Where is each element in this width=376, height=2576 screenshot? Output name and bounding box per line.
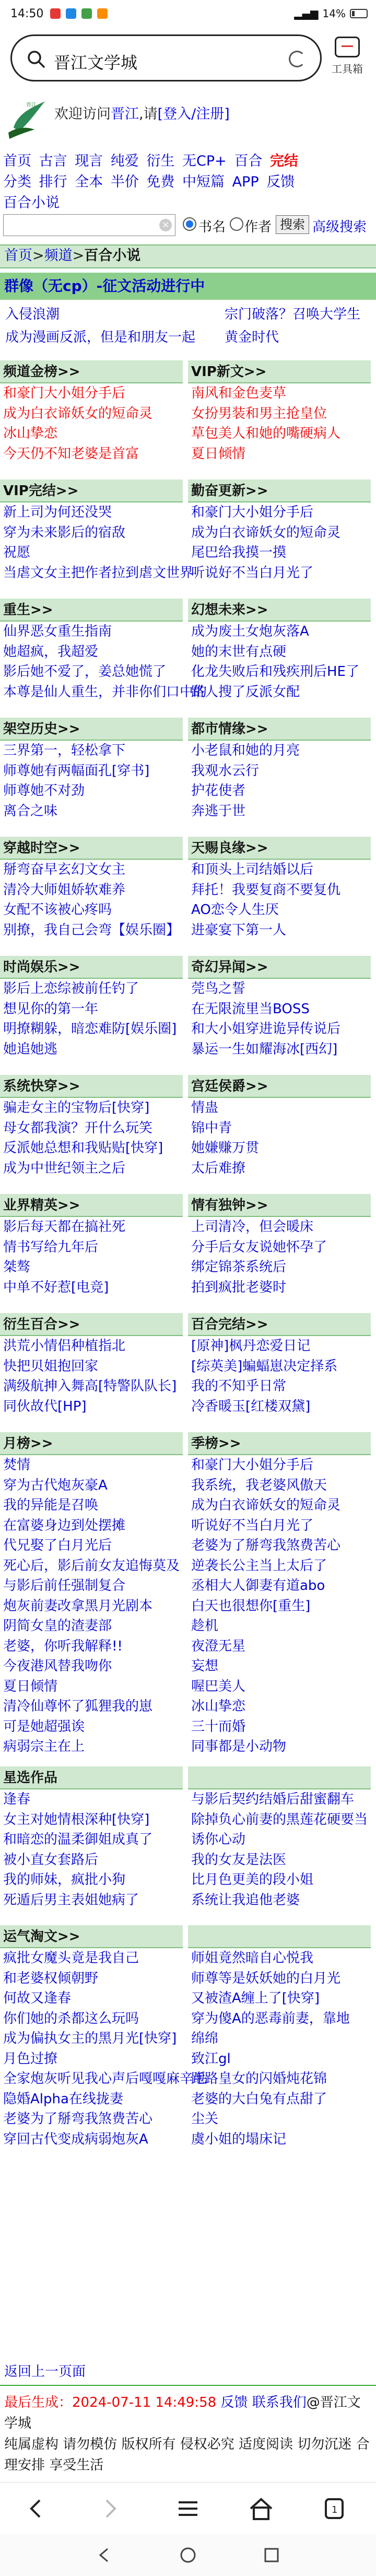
book-section [188,1075,371,1178]
book-section [0,599,207,702]
book-link[interactable]: 夏日倾情 [3,1678,58,1694]
featured-link[interactable]: 成为漫画反派，但是和朋友一起 [5,330,196,345]
book-link[interactable]: 她追她逃 [3,1041,58,1057]
breadcrumb [0,244,376,268]
book-link[interactable]: 锦中青 [191,1120,232,1136]
section-items [0,860,183,940]
book-link[interactable]: 和豪门大小姐分手后 [3,385,126,401]
status-right [294,7,368,20]
battery-text: 14% [322,7,346,20]
book-link[interactable]: 师尊等是妖妖她的白月光 [191,1970,341,1986]
section-items [0,502,194,583]
signal-icon: ▂▄▆ [294,7,319,20]
book-link[interactable]: 洪荒小情侣种植指北 [3,1338,126,1354]
book-link[interactable]: 三界第一，轻松拿下 [3,743,126,758]
book-link[interactable]: 分手后女友说她怀孕了 [191,1239,327,1255]
nav-link[interactable]: 半价 [110,174,139,190]
section-title[interactable]: 季榜>> [188,1432,371,1455]
site-link[interactable]: 晋江 [111,106,139,122]
book-link[interactable]: 新上司为何还没哭 [3,505,112,520]
book-section [188,837,371,940]
book-section [0,1432,183,1757]
book-link[interactable]: 丞相大人御妻有道abo [191,1578,325,1594]
nav-link[interactable]: 中短篇 [182,174,225,190]
book-link[interactable]: 死心后，影后前女友追悔莫及 [3,1558,180,1574]
book-link[interactable]: 死遁后男主表姐她病了 [3,1892,139,1908]
toolbox-label: 工具箱 [332,63,363,75]
book-link[interactable]: 拜托！我要复商不要复仇 [191,882,341,898]
book-link[interactable]: 和顶头上司结婚以后 [191,862,314,877]
book-link[interactable]: 何故又逢春 [3,1990,72,2006]
book-link[interactable]: 和暗恋的温柔御姐成真了 [3,1832,153,1847]
book-link[interactable]: 我的师妹，疯批小狗 [3,1872,126,1888]
book-link[interactable]: 同事都是小动物 [191,1739,287,1754]
book-section [188,479,371,583]
site-header [0,90,376,146]
book-link[interactable]: 和豪门大小姐分手后 [191,505,314,520]
address-bar[interactable] [10,34,322,81]
book-link[interactable]: [综英美]蝙蝠崽决定择系 [191,1358,338,1374]
book-link[interactable]: 除掉负心前妻的黑莲花硬要当 [191,1811,368,1828]
search-icon [27,50,45,68]
book-link[interactable]: 骗走女主的宝物后[快穿] [3,1100,150,1116]
section-title[interactable]: 架空历史>> [0,718,183,741]
section-items [0,383,183,464]
book-link[interactable]: 和大小姐穿进诡异传说后 [191,1021,341,1037]
welcome-comma: ,请 [139,106,158,122]
radio-author[interactable] [230,217,243,231]
section-title[interactable]: 宫廷侯爵>> [188,1075,371,1098]
nav-link[interactable]: 全本 [75,174,103,190]
book-link[interactable]: AO恋令人生厌 [191,902,279,918]
book-link[interactable]: 离合之味 [3,803,58,819]
section-items [188,1098,371,1178]
book-link[interactable]: 仙界恶女重生指南 [3,624,112,639]
book-link[interactable]: 诱你心动 [191,1832,246,1847]
section-items [188,622,371,702]
book-link[interactable]: 师尊她不对劲 [3,783,85,799]
nav-row-3 [3,191,63,212]
book-link[interactable]: 病弱宗主在上 [3,1739,85,1754]
book-link[interactable]: 我的女友是法医 [191,1852,287,1868]
book-link[interactable]: 化龙失败后和残疾刑后HE了 [191,664,359,680]
app-notification-icon [50,8,61,19]
section-title[interactable]: 天赐良缘>> [188,837,371,860]
book-link[interactable]: 成为偏执女主的黑月光[快穿] [3,2031,177,2046]
book-link[interactable]: 听说好不当白月光了 [191,1517,314,1533]
book-link[interactable]: 系统让我追他老婆 [191,1892,300,1908]
section-items [0,979,183,1059]
book-link[interactable]: 比月色更美的段小姐 [191,1872,314,1888]
footer-notice: 纯属虚构 请勿模仿 版权所有 侵权必究 适度阅读 切勿沉迷 合理安排 享受生活 [4,2437,370,2473]
book-link[interactable]: 白天也很想你[重生] [191,1598,311,1614]
login-register-link[interactable]: [登入/注册] [157,106,230,122]
book-section [188,1432,371,1757]
event-banner[interactable] [0,273,376,300]
section-items [0,1789,183,1910]
system-recents-icon[interactable] [261,2545,282,2566]
search-input[interactable] [3,214,175,236]
book-link[interactable]: 拍到疯批老婆时 [191,1279,287,1295]
back-link[interactable]: 返回上一页面 [4,2364,86,2380]
book-link[interactable]: 与影后前任强制复合 [3,1578,126,1594]
section-title[interactable]: 勤奋更新>> [188,479,371,502]
book-link[interactable]: 月色过撩 [3,2051,58,2067]
book-link[interactable]: 尘关 [191,2111,219,2127]
book-link[interactable]: 当虐文女主把作者拉到虐文世界 [3,565,194,581]
book-link[interactable]: 和豪门大小姐分手后 [191,1457,314,1473]
nav-row-2 [3,170,298,191]
status-bar [0,0,376,29]
book-link[interactable]: 今夜港风替我吻你 [3,1658,112,1674]
book-link[interactable]: 太后难撩 [191,1160,246,1176]
section-title[interactable]: VIP新文>> [188,360,371,383]
book-link[interactable]: 成为废土女炮灰落A [191,624,309,639]
book-link[interactable]: 你们她的杀都这么玩吗 [3,2010,139,2027]
book-link[interactable]: 影后每天都在搞社死 [3,1219,126,1235]
book-link[interactable]: 老婆的大白兔有点甜了 [191,2091,327,2107]
section-items [188,1336,371,1416]
book-link[interactable]: 炮灰前妻改拿黑月光剧本 [3,1598,153,1614]
book-link[interactable]: 隐婚Alpha在线拢妻 [3,2091,123,2107]
book-link[interactable]: 奔逃于世 [191,803,246,819]
section-title[interactable] [188,1925,371,1948]
book-link[interactable]: 成为中世纪领主之后 [3,1160,126,1176]
section-title[interactable]: 运气淘文>> [0,1925,183,1948]
nav-link[interactable]: 首页 [3,153,31,169]
book-link[interactable]: 穿为未来影后的宿敌 [3,524,126,541]
book-link[interactable]: 虞小姐的塌床记 [191,2131,287,2147]
nav-link[interactable]: 古言 [39,153,67,169]
book-link[interactable]: 女配不该被心疼吗 [3,902,112,918]
nav-link[interactable]: 现言 [75,153,103,169]
forward-icon[interactable] [94,2495,125,2522]
back-icon[interactable] [21,2495,52,2522]
radio-book-label: 书名 [198,219,226,235]
book-link[interactable]: 三十而婚 [191,1718,246,1735]
section-items [188,979,371,1059]
book-section [0,718,183,821]
section-items [188,1948,371,2149]
feedback-link[interactable]: 反馈 [220,2395,248,2410]
book-section [0,837,183,940]
welcome-line [54,102,230,123]
toolbox-button[interactable] [326,34,369,81]
book-link[interactable]: 成为白衣谛妖女的短命灵 [3,405,153,421]
contact-link[interactable]: 联系我们 [252,2395,307,2410]
book-link[interactable]: 进豪宴下第一人 [191,922,287,938]
featured-list [5,303,371,349]
book-link[interactable]: 冷香暖玉[红楼双黛] [191,1398,311,1414]
book-link[interactable]: 路人搜了反派女配 [191,684,300,700]
book-link[interactable]: 可是她超强诶 [3,1718,85,1735]
breadcrumb-sep: > [32,248,44,264]
book-link[interactable]: 疯批女魔头竟是我自己 [3,1950,139,1966]
toolbox-icon [335,37,360,57]
section-items [188,1217,371,1297]
section-items [0,622,207,702]
book-link[interactable]: 莞鸟之誓 [191,981,246,997]
book-link[interactable]: 焚情 [3,1457,31,1473]
generated-label: 最后生成： [4,2395,73,2410]
book-link[interactable]: 祝愿 [3,545,31,560]
book-section [0,360,183,464]
book-link[interactable]: 我的异能是召唤 [3,1497,99,1513]
radio-author-label: 作者 [244,219,272,235]
footer-divider [0,2385,376,2386]
section-title[interactable]: 频道金榜>> [0,360,183,383]
book-link[interactable]: 逆袭长公主当上太后了 [191,1558,327,1574]
featured-link[interactable]: 黄金时代 [225,330,279,345]
section-items [0,1455,183,1757]
copyright: @晋江文学城 [4,2395,361,2431]
book-link[interactable]: 全家炮灰听见我心声后嘎嘎麻辛毛 [3,2071,207,2087]
book-link[interactable]: 穿回古代变成病弱炮灰A [3,2131,148,2147]
book-link[interactable]: 又被渣A缠上了[快穿] [191,1990,320,2006]
footer [4,2392,373,2476]
section-title[interactable]: 幻想未来>> [188,599,371,622]
nav-link-finished[interactable]: 完结 [269,153,298,169]
book-section [188,360,371,464]
section-title[interactable]: 月榜>> [0,1432,183,1455]
book-link[interactable]: 绑定锦茶系统后 [191,1259,287,1275]
book-link[interactable]: 别撩，我自己会弯【娱乐圈】 [3,922,180,938]
nav-link[interactable]: 免费 [146,174,175,190]
nav-link[interactable]: 百合 [234,153,263,169]
book-link[interactable]: 老婆为了掰弯我煞费苦心 [3,2111,153,2127]
book-link[interactable]: 师尊她有两幅面孔[穿书] [3,763,150,779]
event-banner-text: 群像（无cp）-征文活动进行中 [4,277,205,295]
book-link[interactable]: 穿为古代炮灰豪A [3,1477,108,1493]
section-title[interactable]: 都市情缘>> [188,718,371,741]
nav-link[interactable]: 分类 [3,174,31,190]
book-section [0,1766,183,1910]
section-title[interactable]: 系统快穿>> [0,1075,183,1098]
book-link[interactable]: 想见你的第一年 [3,1001,99,1017]
app-notification-icon [97,8,108,19]
clear-icon[interactable]: × [159,219,172,231]
book-link[interactable]: 被小直女套路后 [3,1852,99,1868]
svg-text:晋江: 晋江 [26,102,37,108]
book-link[interactable]: 成为白衣谛妖女的短命灵 [191,1497,341,1513]
book-link[interactable]: 喔巴美人 [191,1678,246,1694]
tabs-icon[interactable] [319,2495,350,2522]
nav-link[interactable]: APP [232,174,259,190]
book-link[interactable]: 母女都我演？开什么玩笑 [3,1120,153,1136]
section-items [188,383,371,464]
book-link[interactable]: 南风和金色麦草 [191,385,287,401]
book-link[interactable]: 她嫌赚万贯 [191,1140,260,1156]
notification-icons [50,8,108,19]
book-section [0,1194,183,1297]
search-button[interactable]: 搜索 [276,215,309,234]
book-link[interactable]: 与影后契约结婚后甜蜜翻车 [191,1792,355,1807]
section-title[interactable] [188,1766,371,1789]
book-link[interactable]: 我观水云行 [191,763,260,779]
book-link[interactable]: 冰山挚恋 [3,426,58,441]
section-items [0,741,183,821]
nav-link[interactable]: 衍生 [146,153,175,169]
nav-link[interactable]: 无CP+ [182,153,227,169]
section-title[interactable]: 星选作品 [0,1766,183,1789]
book-link[interactable]: 反派她总想和我贴贴[快穿] [3,1140,163,1156]
book-link[interactable]: 老婆，你听我解释!! [3,1638,123,1654]
section-items [188,1789,371,1910]
book-link[interactable]: 情书写给九年后 [3,1239,99,1255]
book-link[interactable]: 护花使者 [191,783,246,799]
nav-link[interactable]: 反馈 [266,174,295,190]
book-section [188,599,371,702]
breadcrumb-channel[interactable]: 频道 [44,248,73,264]
breadcrumb-sep: > [72,248,85,264]
book-section [188,956,371,1059]
book-link[interactable]: 女主对她情根深种[快穿] [3,1811,150,1828]
book-link[interactable]: 尾巴给我摸一摸 [191,545,287,560]
nav-row-1 [3,149,301,170]
system-back-icon[interactable] [94,2545,115,2566]
section-title[interactable]: 穿越时空>> [0,837,183,860]
book-link[interactable]: 夏日倾情 [191,446,246,462]
book-link[interactable]: 和老婆权倾朝野 [3,1970,99,1986]
breadcrumb-home[interactable]: 首页 [4,248,32,264]
book-link[interactable]: 清冷仙尊怀了狐狸我的崽 [3,1699,153,1714]
book-link[interactable]: 同伙故代[HP] [3,1398,87,1414]
welcome-prefix: 欢迎访问 [54,106,111,122]
book-link[interactable]: 暴运一生如耀海冰[西幻] [191,1041,338,1057]
section-title[interactable]: 时尚娱乐>> [0,956,183,979]
nav-link[interactable]: 纯爱 [110,153,139,169]
system-home-icon[interactable] [178,2545,198,2566]
book-link[interactable]: 明撩糊躲，暗恋难防[娱乐圈] [3,1021,177,1037]
book-link[interactable]: 草包美人和她的嘴硬病人 [191,426,341,441]
book-link[interactable]: 影后上恋综被前任钓了 [3,981,139,997]
book-link[interactable]: 逢春 [3,1792,31,1807]
book-section [188,1194,371,1297]
book-link[interactable]: 桀骜 [3,1259,31,1275]
book-link[interactable]: 满级航抻入舞高[特警队队长] [3,1378,177,1394]
book-section [0,479,194,583]
breadcrumb-current: 百合小说 [84,248,141,264]
book-section [188,718,371,821]
book-link[interactable]: 老婆为了掰弯我煞费苦心 [191,1538,341,1553]
section-items [188,1455,371,1757]
book-link[interactable]: 她的末世有点硬 [191,643,287,660]
browser-toolbar [0,29,376,87]
featured-link[interactable]: 入侵浪潮 [5,307,60,322]
home-icon[interactable] [245,2495,277,2522]
book-link[interactable]: 我系统，我老婆风傲天 [191,1477,327,1493]
book-link[interactable]: 她超疯，我超爱 [3,643,99,660]
book-section [0,1313,183,1416]
status-time: 14:50 [10,7,44,20]
book-link[interactable]: 代兄娶了白月光后 [3,1538,112,1553]
book-section [188,1925,371,2149]
section-title[interactable]: 百合完结>> [188,1313,371,1336]
section-items [188,860,371,940]
section-title[interactable]: 奇幻异闻>> [188,956,371,979]
book-link[interactable]: 上司清冷，但会暖床 [191,1219,314,1235]
book-link[interactable]: 女扮男装和男主抢皇位 [191,405,327,421]
book-link[interactable]: 影后她不爱了，姜总她慌了 [3,664,167,680]
reload-icon[interactable] [289,51,306,67]
section-title[interactable]: 衍生百合>> [0,1313,183,1336]
generated-time: 2024-07-11 14:49:58 [72,2395,217,2410]
svg-text:1: 1 [332,2504,338,2515]
section-items [0,1336,183,1416]
section-title[interactable]: 业界精英>> [0,1194,183,1217]
book-link[interactable]: 快把贝姐抱回家 [3,1358,99,1374]
book-link[interactable]: 妄想 [191,1658,219,1674]
section-title[interactable]: VIP完结>> [0,479,183,502]
book-link[interactable]: 中单不好惹[电竞] [3,1279,109,1295]
book-link[interactable]: 在富婆身边到处摆摊 [3,1517,126,1533]
book-link[interactable]: 清冷大师姐娇软难养 [3,882,126,898]
book-link[interactable]: 听说好不当白月光了 [191,565,314,581]
section-items [188,502,371,583]
section-items [188,741,371,821]
book-link[interactable]: 绵绵 [191,2031,219,2046]
section-items [0,1098,183,1178]
featured-link[interactable]: 宗门破落？召唤大学生 [225,307,361,322]
battery-icon [350,9,368,18]
book-link[interactable]: 小老鼠和她的月亮 [191,743,300,758]
nav-link[interactable]: 排行 [39,174,67,190]
nav-link[interactable]: 百合小说 [3,195,60,211]
book-link[interactable]: 我的不知乎日常 [191,1378,287,1394]
site-logo[interactable] [3,91,51,143]
book-link[interactable]: 成为白衣谛妖女的短命灵 [191,524,341,541]
book-link[interactable]: 夜澄无星 [191,1638,246,1654]
book-section [0,956,183,1059]
section-title[interactable]: 情有独钟>> [188,1194,371,1217]
search-row [3,214,374,237]
advanced-search-link[interactable]: 高级搜索 [312,219,367,235]
book-link[interactable]: 本尊是仙人重生，并非你们口中的 [3,684,207,700]
menu-icon[interactable] [172,2495,204,2522]
book-link[interactable]: [原神]枫丹恋爱日记 [191,1338,311,1354]
book-link[interactable]: 致江gl [191,2051,231,2067]
browser-bottom-nav [0,2482,376,2534]
book-section [188,1313,371,1416]
section-title[interactable]: 重生>> [0,599,183,622]
book-link[interactable]: 穿为傻A的恶毒前妻，靠地 [191,2010,350,2027]
book-link[interactable]: 跑路皇女的闪婚炖花锦 [191,2071,327,2087]
book-link[interactable]: 趁机 [191,1618,219,1634]
book-section [188,1766,371,1910]
book-link[interactable]: 阴简女皇的渣妻部 [3,1618,112,1634]
radio-book-name[interactable] [183,217,196,231]
app-notification-icon [66,8,76,19]
section-items [0,1217,183,1297]
book-link[interactable]: 在无限流里当BOSS [191,1001,310,1017]
book-link[interactable]: 冰山挚恋 [191,1699,246,1714]
app-notification-icon [81,8,92,19]
system-nav-bar [0,2534,376,2576]
book-link[interactable]: 师姐竟然暗自心悦我 [191,1950,314,1966]
page-title: 晋江文学城 [54,53,138,73]
book-section [0,1075,183,1178]
book-link[interactable]: 今天仍不知老婆是首富 [3,446,139,462]
book-link[interactable]: 掰弯奋早玄幻文女主 [3,862,126,877]
book-link[interactable]: 情蛊 [191,1100,219,1116]
